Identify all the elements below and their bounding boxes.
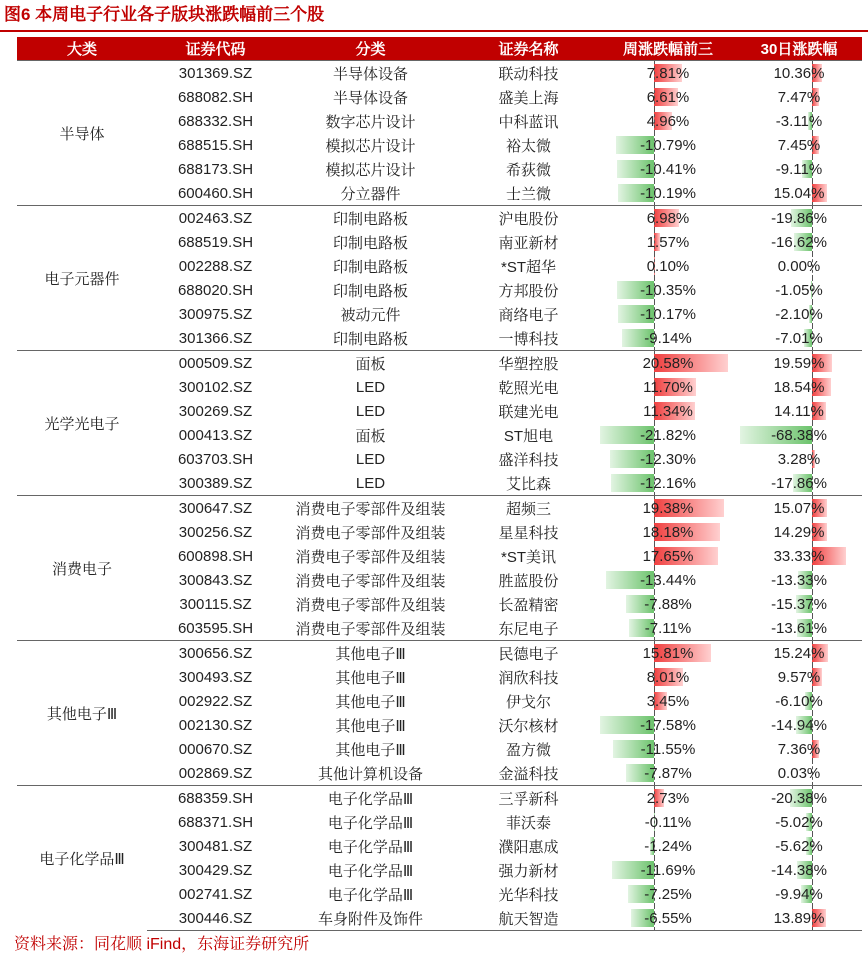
week-change-text: 15.81% [642,644,694,662]
stock-name: 超频三 [457,496,600,521]
stock-code: 002463.SZ [147,206,284,231]
table-row [17,641,862,666]
sub-category: 面板 [355,427,386,445]
week-change [600,133,736,157]
stock-code: 300389.SZ [178,474,253,492]
change-30d-text: -1.05% [775,281,823,299]
change-30d-text: -17.86% [771,474,827,492]
change-30d [736,61,862,86]
stock-name: 艾比森 [505,475,551,493]
group-0 [17,61,862,206]
sub-category: 消费电子零部件及组装 [295,524,446,542]
sub-category: 电子化学品Ⅲ [284,786,457,811]
group-name: 其他电子Ⅲ [17,641,147,786]
change-30d-text: 13.89% [773,909,825,927]
change-30d [736,447,862,471]
change-30d-text: -7.01% [775,329,823,347]
week-change-text: -9.14% [644,329,692,347]
stock-code: 301369.SZ [147,61,284,86]
stock-name: 联动科技 [457,61,600,86]
change-30d-text: -14.38% [771,861,827,879]
sub-category: LED [355,402,386,420]
change-30d-text: -15.37% [771,595,827,613]
change-30d [736,858,862,882]
sub-category: 其他电子Ⅲ [335,693,406,711]
stock-name: 伊戈尔 [505,693,551,711]
stock-code: 000670.SZ [178,740,253,758]
week-change-text: -10.35% [640,281,696,299]
week-change-text: 11.34% [643,402,693,420]
change-30d [736,206,862,231]
group-name: 消费电子 [17,496,147,641]
stock-name: 联建光电 [498,403,559,421]
week-change [600,786,736,811]
stock-name: 希荻微 [505,161,551,179]
stock-code: 300481.SZ [178,837,253,855]
sub-category: 模拟芯片设计 [325,161,416,179]
week-change [600,713,736,737]
change-30d-text: -5.62% [775,837,823,855]
week-change [600,834,736,858]
week-change [600,109,736,133]
stock-name: 南亚新材 [498,234,559,252]
stock-code: 688082.SH [177,88,254,106]
change-30d-text: -13.33% [771,571,827,589]
week-change [600,351,736,376]
header-row [17,37,862,61]
week-change-text: -13.44% [640,571,696,589]
sub-category: 其他电子Ⅲ [335,669,406,687]
stock-name: 金溢科技 [498,765,559,783]
sub-category: 电子化学品Ⅲ [327,862,414,880]
change-30d-text: -20.38% [771,789,827,807]
change-30d-text: 14.11% [774,402,824,420]
change-30d [736,592,862,616]
stock-name: 盛美上海 [498,89,559,107]
sub-category: 印制电路板 [284,206,457,231]
week-change-text: -12.16% [640,474,696,492]
week-change [600,568,736,592]
change-30d [736,786,862,811]
stock-code: 688359.SH [147,786,284,811]
sub-category: 面板 [284,351,457,376]
stock-name: 裕太微 [505,137,551,155]
change-30d-text: 19.59% [773,354,825,372]
week-change [600,520,736,544]
change-30d-text: 0.03% [777,764,821,782]
sub-category: 其他计算机设备 [317,765,423,783]
week-change-text: 20.58% [642,354,694,372]
change-30d [736,471,862,496]
header-category: 大类 [17,37,147,61]
week-change [600,423,736,447]
change-30d-text: 15.07% [773,499,825,517]
change-30d [736,520,862,544]
change-30d-text: 18.54% [773,378,825,396]
stock-name: 乾照光电 [498,379,559,397]
header-sub-category: 分类 [284,37,457,61]
stock-name: *ST美讯 [500,548,556,566]
change-30d-text: 7.36% [777,740,821,758]
sub-category: 消费电子零部件及组装 [295,596,446,614]
stock-code: 603595.SH [177,619,254,637]
sub-category: 车身附件及饰件 [284,906,457,931]
week-change [600,665,736,689]
week-change [600,906,736,931]
stock-name: 航天智造 [457,906,600,931]
table-row [17,206,862,231]
stock-name: 中科蓝讯 [498,113,559,131]
stock-name: 长盈精密 [498,596,559,614]
change-30d-text: -5.02% [775,813,823,831]
change-30d-text: 14.29% [773,523,825,541]
stock-code: 300102.SZ [178,378,253,396]
week-change-text: 17.65% [642,547,694,565]
sub-category: 印制电路板 [332,258,408,276]
change-30d [736,834,862,858]
change-30d [736,157,862,181]
sub-category: 半导体设备 [332,89,408,107]
stock-name: 沃尔核材 [498,717,559,735]
sub-category: LED [355,378,386,396]
sub-category: 电子化学品Ⅲ [327,838,414,856]
week-change-text: 18.18% [642,523,694,541]
stock-name: 方邦股份 [498,282,559,300]
stock-code: 301366.SZ [178,329,253,347]
week-change-text: -12.30% [640,450,696,468]
stock-code: 688020.SH [177,281,254,299]
week-change-text: -10.41% [640,160,696,178]
change-30d [736,399,862,423]
table-row [17,786,862,811]
change-30d [736,133,862,157]
week-change [600,858,736,882]
change-30d [736,641,862,666]
change-30d [736,230,862,254]
change-30d-text: -16.62% [771,233,827,251]
change-30d-text: 7.47% [777,88,821,106]
stock-code: 300647.SZ [147,496,284,521]
sub-category: 印制电路板 [332,330,408,348]
sub-category: 电子化学品Ⅲ [327,814,414,832]
stock-code: 688371.SH [177,813,254,831]
change-30d [736,375,862,399]
stock-name: 华塑控股 [457,351,600,376]
week-change [600,278,736,302]
change-30d-text: 3.28% [777,450,821,468]
stock-name: 盛洋科技 [498,451,559,469]
week-change-text: 6.61% [646,88,690,106]
change-30d [736,906,862,931]
sub-category: 其他电子Ⅲ [335,717,406,735]
change-30d [736,689,862,713]
week-change-text: -7.11% [644,619,692,637]
week-change [600,254,736,278]
sub-category: LED [355,450,386,468]
stock-name: 东尼电子 [498,620,559,638]
sub-category: 消费电子零部件及组装 [295,572,446,590]
stock-name: 强力新材 [498,862,559,880]
week-change [600,85,736,109]
sub-category: 其他电子Ⅲ [335,741,406,759]
sub-category: 其他电子Ⅲ [284,641,457,666]
group-2 [17,351,862,496]
group-3 [17,496,862,641]
stock-code: 300656.SZ [147,641,284,666]
week-change [600,302,736,326]
change-30d [736,423,862,447]
week-change-text: 7.81% [646,64,690,82]
header-name: 证券名称 [457,37,600,61]
sub-category: 电子化学品Ⅲ [327,886,414,904]
sub-category: 消费电子零部件及组装 [284,496,457,521]
change-30d [736,810,862,834]
change-30d-text: -2.10% [775,305,823,323]
stock-name: 润欣科技 [498,669,559,687]
sub-category: 消费电子零部件及组装 [295,548,446,566]
week-change-text: 8.01% [646,668,690,686]
change-30d-text: 0.00% [777,257,821,275]
sub-category: 印制电路板 [332,234,408,252]
stock-code: 300446.SZ [147,906,284,931]
week-change-text: -17.58% [640,716,696,734]
week-change [600,230,736,254]
stock-code: 600898.SH [177,547,254,565]
sub-category: 分立器件 [340,185,401,203]
change-30d-text: 15.24% [773,644,825,662]
week-change-text: 3.45% [646,692,690,710]
stock-name: 民德电子 [457,641,600,666]
week-change [600,882,736,906]
change-30d-text: 15.04% [773,184,825,202]
week-change-text: 0.10% [646,257,690,275]
stock-name: 一博科技 [498,330,559,348]
stock-code: 603703.SH [177,450,254,468]
week-change [600,737,736,761]
change-30d [736,85,862,109]
week-change-text: 19.38% [642,499,694,517]
week-change [600,157,736,181]
change-30d [736,278,862,302]
stock-code: 688519.SH [177,233,254,251]
header-30d-change: 30日涨跌幅 [736,37,862,61]
change-30d [736,713,862,737]
change-30d-text: -9.94% [775,885,823,903]
change-30d [736,568,862,592]
change-30d [736,254,862,278]
week-change-text: -11.69% [640,861,696,879]
week-change [600,447,736,471]
table-row [17,496,862,521]
change-30d [736,665,862,689]
stock-code: 002130.SZ [178,716,253,734]
change-30d [736,181,862,206]
week-change [600,689,736,713]
week-change-text: -7.87% [644,764,692,782]
week-change [600,616,736,641]
stock-name: 濮阳惠成 [498,838,559,856]
change-30d-text: -6.10% [775,692,823,710]
header-week-change: 周涨跌幅前三 [600,37,736,61]
stock-name: 盈方微 [505,741,551,759]
stock-code: 002922.SZ [178,692,253,710]
change-30d-text: -3.11% [775,112,823,130]
change-30d [736,496,862,521]
stock-name: 星星科技 [498,524,559,542]
stock-code: 300429.SZ [178,861,253,879]
group-4 [17,641,862,786]
week-change-text: -10.79% [640,136,696,154]
figure-title: 图6 本周电子行业各子版块涨跌幅前三个股 [4,5,325,24]
week-change [600,592,736,616]
stock-name: 光华科技 [498,886,559,904]
table-row [17,61,862,86]
week-change-text: -0.11% [644,813,692,831]
stock-name: 士兰微 [505,185,551,203]
week-change [600,641,736,666]
week-change-text: -10.19% [640,184,696,202]
group-name: 电子元器件 [17,206,147,351]
group-name: 光学光电子 [17,351,147,496]
week-change-text: 4.96% [646,112,690,130]
change-30d [736,302,862,326]
sub-category: 印制电路板 [332,282,408,300]
week-change-text: 2.73% [646,789,690,807]
change-30d-text: -9.11% [775,160,823,178]
stock-code: 688332.SH [177,112,254,130]
stock-name: 菲沃泰 [505,814,551,832]
stock-code: 688173.SH [177,160,254,178]
change-30d [736,761,862,786]
week-change-text: -11.55% [640,740,696,758]
week-change-text: -7.88% [644,595,692,613]
stock-code: 300843.SZ [178,571,253,589]
week-change-text: -10.17% [640,305,696,323]
week-change-text: -21.82% [640,426,696,444]
sub-category: 数字芯片设计 [325,113,416,131]
stock-name: 商络电子 [498,306,559,324]
week-change [600,496,736,521]
stock-table [17,37,862,931]
change-30d-text: 10.36% [773,64,825,82]
stock-code: 688515.SH [177,136,254,154]
stock-name: ST旭电 [503,427,554,445]
week-change-text: -6.55% [644,909,692,927]
sub-category: 模拟芯片设计 [325,137,416,155]
change-30d-text: -13.61% [771,619,827,637]
stock-code: 300269.SZ [178,402,253,420]
group-name: 半导体 [17,61,147,206]
change-30d [736,544,862,568]
stock-code: 300975.SZ [178,305,253,323]
group-1 [17,206,862,351]
week-change [600,399,736,423]
stock-code: 600460.SH [177,184,254,202]
stock-code: 000413.SZ [178,426,253,444]
stock-code: 000509.SZ [147,351,284,376]
change-30d [736,326,862,351]
table-row [17,351,862,376]
header-code: 证券代码 [147,37,284,61]
change-30d [736,882,862,906]
week-change [600,375,736,399]
change-30d-text: 7.45% [777,136,821,154]
stock-code: 300256.SZ [178,523,253,541]
week-change [600,326,736,351]
week-change [600,181,736,206]
stock-name: 沪电股份 [457,206,600,231]
title-rule [0,30,868,32]
change-30d-text: 33.33% [773,547,825,565]
stock-code: 300115.SZ [179,595,252,613]
change-30d-text: -68.38% [771,426,827,444]
week-change [600,206,736,231]
week-change [600,61,736,86]
change-30d-text: -14.94% [771,716,827,734]
change-30d [736,351,862,376]
sub-category: 半导体设备 [284,61,457,86]
source-note: 资料来源：同花顺 iFind，东海证券研究所 [14,936,310,953]
week-change-text: 1.57% [646,233,690,251]
table-header [17,37,862,61]
week-change-text: -1.24% [644,837,692,855]
week-change [600,810,736,834]
week-change-text: -7.25% [644,885,692,903]
week-change [600,544,736,568]
week-change-text: 6.98% [646,209,690,227]
change-30d [736,737,862,761]
group-5 [17,786,862,931]
stock-code: 300493.SZ [178,668,253,686]
group-name: 电子化学品Ⅲ [17,786,147,931]
week-change [600,471,736,496]
week-change-text: 11.70% [643,378,693,396]
stock-code: 002741.SZ [178,885,253,903]
change-30d-text: -19.86% [771,209,827,227]
sub-category: 消费电子零部件及组装 [295,620,446,638]
week-change [600,761,736,786]
sub-category: LED [355,474,386,492]
stock-code: 002288.SZ [178,257,253,275]
stock-name: 三孚新科 [457,786,600,811]
stock-name: *ST超华 [500,258,556,276]
change-30d-text: 9.57% [777,668,821,686]
change-30d [736,616,862,641]
stock-name: 胜蓝股份 [498,572,559,590]
sub-category: 被动元件 [340,306,401,324]
stock-code: 002869.SZ [178,764,253,782]
change-30d [736,109,862,133]
